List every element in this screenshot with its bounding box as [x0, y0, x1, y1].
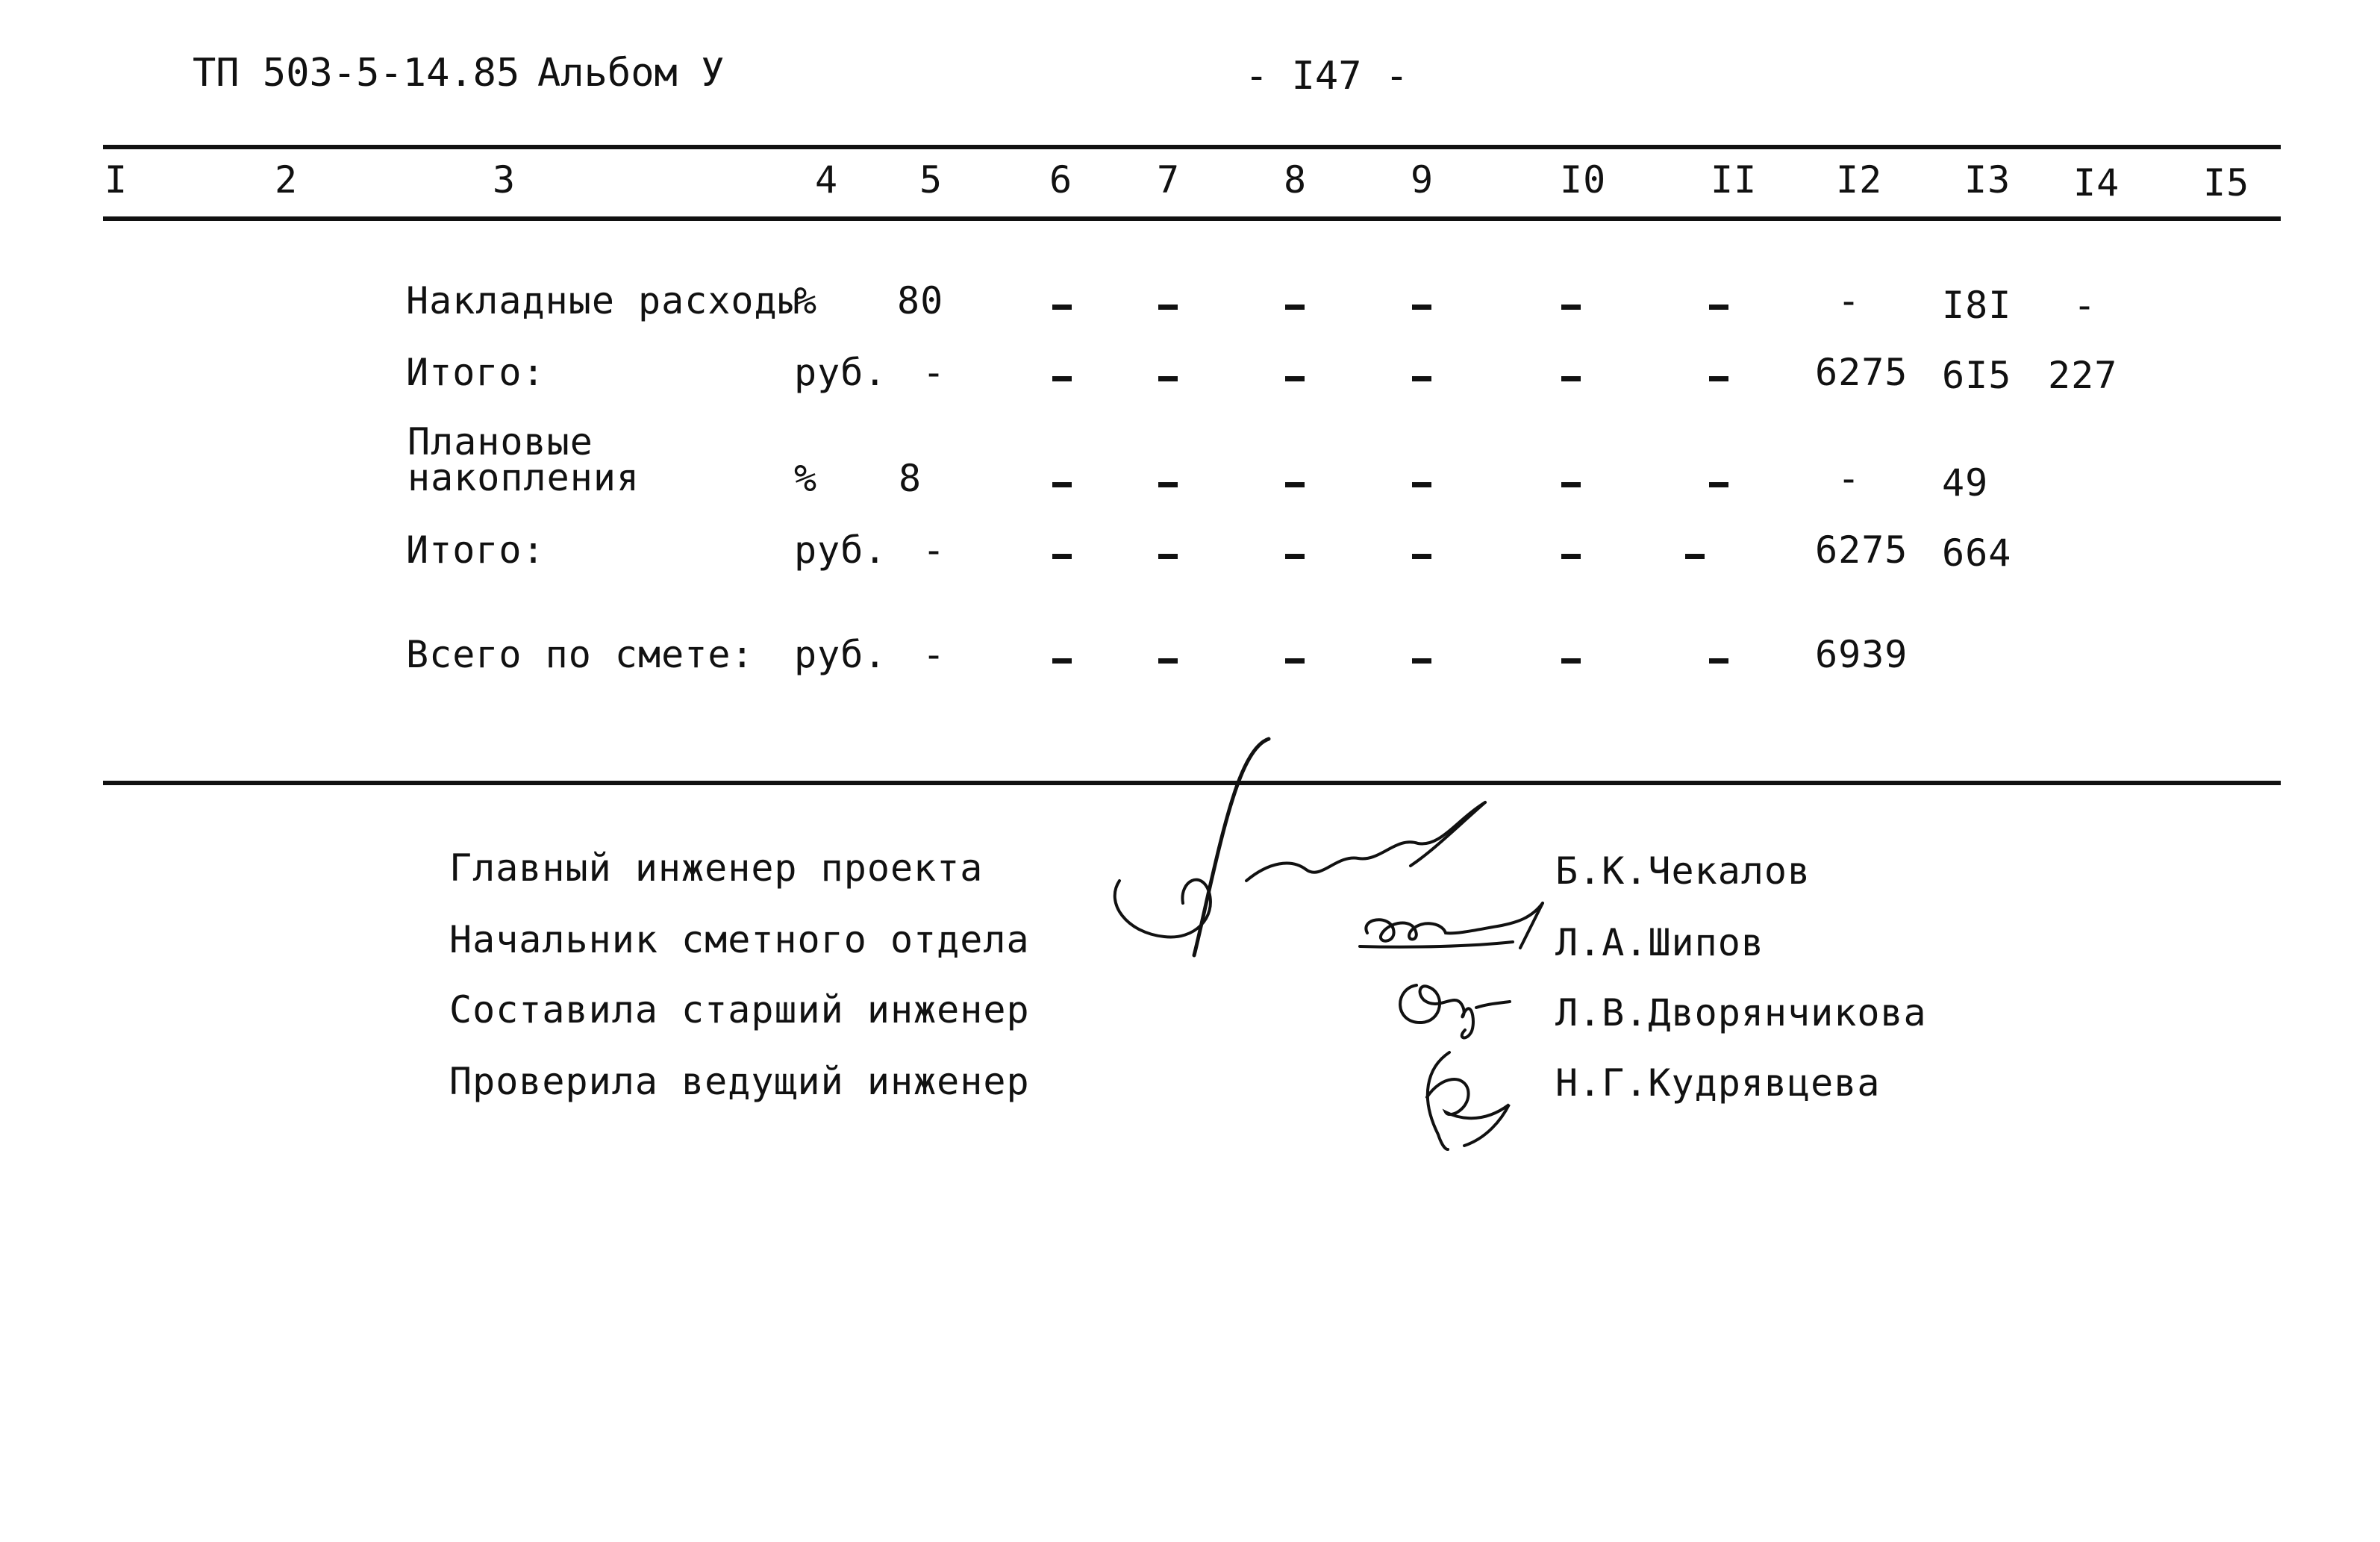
- empty-cell-dash: [1412, 305, 1431, 310]
- signatory-title: Главный инженер проекта: [449, 846, 984, 890]
- row-rate: 8: [899, 457, 922, 500]
- row-label: Итого:: [406, 528, 546, 572]
- empty-cell-dash: [1158, 376, 1178, 381]
- empty-cell-dash: [1709, 658, 1728, 664]
- column-header: I: [104, 158, 128, 202]
- empty-cell-dash: [1158, 554, 1178, 559]
- page-number: - I47 -: [1245, 54, 1409, 99]
- empty-cell-dash: [1412, 554, 1431, 559]
- row-col14: -: [2073, 284, 2097, 327]
- empty-cell-dash: [1709, 482, 1728, 487]
- table-top-rule: [103, 145, 2281, 149]
- empty-cell-dash: [1052, 376, 1072, 381]
- row-rate: -: [922, 351, 946, 394]
- column-header: I5: [2203, 161, 2250, 205]
- empty-cell-dash: [1285, 376, 1305, 381]
- empty-cell-dash: [1685, 554, 1705, 559]
- column-header: 5: [919, 158, 943, 202]
- row-label: [407, 420, 640, 499]
- signatory-name: Л.А.Шипов: [1555, 921, 1764, 964]
- empty-cell-dash: [1052, 482, 1072, 487]
- empty-cell-dash: [1412, 376, 1431, 381]
- empty-cell-dash: [1052, 554, 1072, 559]
- empty-cell-dash: [1052, 658, 1072, 664]
- signatory-name: Н.Г.Кудрявцева: [1555, 1061, 1881, 1105]
- row-label: Накладные расходы: [406, 279, 801, 322]
- column-header: 9: [1411, 158, 1434, 202]
- column-header: I3: [1964, 158, 2011, 202]
- row-unit: руб.: [794, 351, 887, 394]
- row-rate: -: [922, 633, 946, 676]
- empty-cell-dash: [1052, 305, 1072, 310]
- column-header: 4: [815, 158, 839, 202]
- signature-mark: [1397, 1045, 1531, 1160]
- row-label: Всего по смете:: [406, 633, 755, 676]
- column-header: 6: [1049, 158, 1073, 202]
- empty-cell-dash: [1561, 554, 1581, 559]
- row-unit: руб.: [794, 528, 887, 572]
- album-label: Альбом У: [537, 51, 725, 96]
- row-unit: руб.: [794, 633, 887, 676]
- empty-cell-dash: [1158, 482, 1178, 487]
- empty-cell-dash: [1285, 658, 1305, 664]
- column-header: 7: [1157, 158, 1181, 202]
- row-col12: 6275: [1815, 528, 1908, 572]
- column-header: I0: [1560, 158, 1607, 202]
- empty-cell-dash: [1561, 658, 1581, 664]
- row-label-line: накопления: [407, 456, 640, 499]
- empty-cell-dash: [1285, 554, 1305, 559]
- row-rate: 80: [897, 279, 944, 322]
- empty-cell-dash: [1709, 305, 1728, 310]
- signature-mark: [1352, 896, 1561, 966]
- column-header: I2: [1836, 158, 1883, 202]
- signatory-title: Составила старший инженер: [449, 988, 1030, 1031]
- row-label: Итого:: [406, 351, 546, 394]
- row-unit: %: [794, 457, 818, 500]
- row-col12: 6939: [1815, 633, 1908, 676]
- row-col13: 6I5: [1942, 354, 2012, 397]
- empty-cell-dash: [1158, 305, 1178, 310]
- column-header: 8: [1284, 158, 1308, 202]
- row-col13: I8I: [1942, 284, 2012, 327]
- row-col13: 49: [1942, 461, 1989, 505]
- column-header: 3: [493, 158, 516, 202]
- row-label-line: Плановые: [407, 420, 593, 463]
- empty-cell-dash: [1285, 305, 1305, 310]
- document-code: ТП 503-5-14.85: [193, 51, 520, 96]
- row-col12: -: [1837, 457, 1861, 500]
- row-col13: 664: [1942, 531, 2012, 575]
- row-unit: %: [794, 279, 818, 322]
- column-header: I4: [2073, 161, 2120, 205]
- row-col12: -: [1837, 279, 1861, 322]
- empty-cell-dash: [1561, 482, 1581, 487]
- signatory-title: Начальник сметного отдела: [449, 918, 1030, 961]
- empty-cell-dash: [1412, 658, 1431, 664]
- row-rate: -: [922, 528, 946, 572]
- row-col14: 227: [2048, 354, 2118, 397]
- empty-cell-dash: [1561, 376, 1581, 381]
- signatory-name: Л.В.Дворянчикова: [1555, 991, 1927, 1034]
- empty-cell-dash: [1285, 482, 1305, 487]
- signature-mark: [1387, 970, 1536, 1048]
- row-col12: 6275: [1815, 351, 1908, 394]
- empty-cell-dash: [1158, 658, 1178, 664]
- empty-cell-dash: [1412, 482, 1431, 487]
- empty-cell-dash: [1709, 376, 1728, 381]
- signatory-name: Б.К.Чекалов: [1555, 849, 1811, 893]
- signatory-title: Проверила ведущий инженер: [449, 1060, 1030, 1103]
- column-header: 2: [275, 158, 299, 202]
- table-header-rule: [103, 216, 2281, 221]
- column-header: II: [1711, 158, 1758, 202]
- empty-cell-dash: [1561, 305, 1581, 310]
